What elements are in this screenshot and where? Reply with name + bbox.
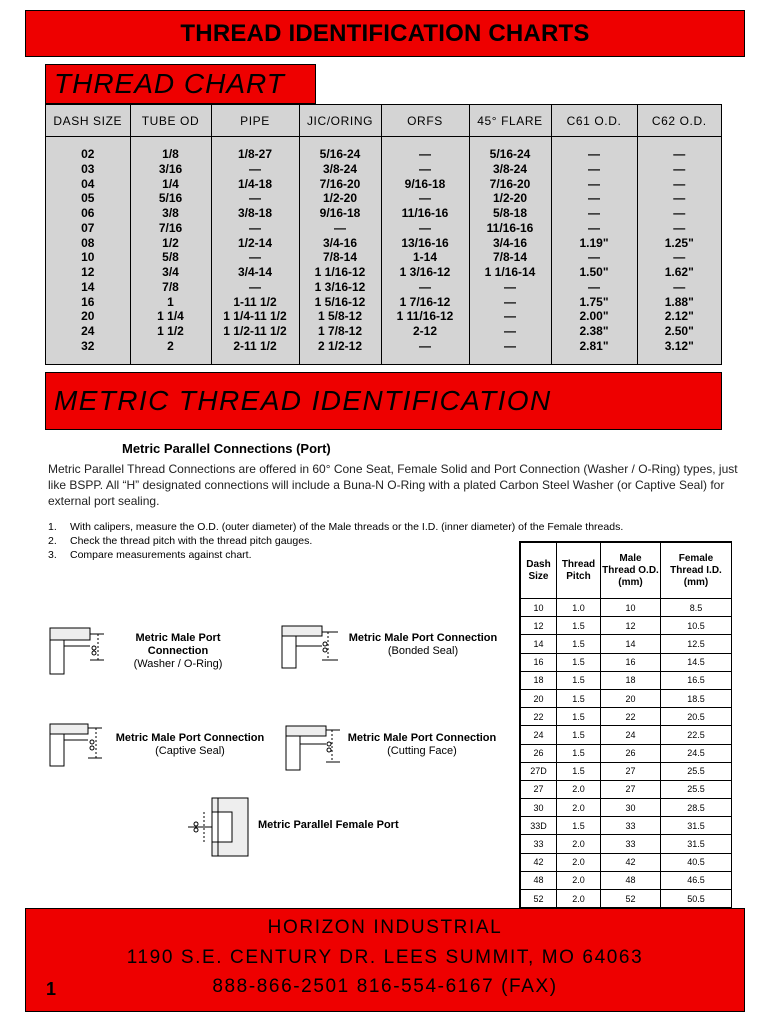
- table-cell: 05: [46, 191, 130, 206]
- table-cell: —: [381, 339, 469, 354]
- table-cell: 08: [46, 236, 130, 251]
- table-cell: 18: [601, 671, 661, 689]
- page-number: 1: [46, 979, 57, 999]
- table-cell: 3/8-24: [469, 162, 551, 177]
- column-header: DASH SIZE: [46, 105, 130, 137]
- table-cell: 9/16-18: [299, 206, 381, 221]
- table-cell: —: [673, 250, 686, 265]
- table-cell: —: [469, 339, 551, 354]
- column-header: Dash Size: [521, 543, 557, 599]
- bonded-seal-port-drawing: [280, 622, 342, 672]
- metric-section-heading: Metric Parallel Connections (Port): [122, 441, 331, 456]
- table-cell: 25.5: [661, 780, 732, 798]
- table-cell: 48: [601, 871, 661, 889]
- connection-subtitle: (Washer / O-Ring): [133, 658, 223, 670]
- table-cell: 7/16-20: [299, 177, 381, 192]
- column-header: ORFS: [381, 105, 469, 137]
- table-cell: 16.5: [661, 671, 732, 689]
- table-cell: —: [551, 191, 637, 206]
- table-cell: 1 1/16-14: [469, 265, 551, 280]
- table-cell: 12: [46, 265, 130, 280]
- table-row: [521, 744, 732, 762]
- table-cell: 1.5: [557, 762, 601, 780]
- table-cell: 1 11/16-12: [381, 309, 469, 324]
- connection-name: Metric Male Port Connection: [115, 732, 265, 744]
- table-cell: 1-14: [381, 250, 469, 265]
- step-text: Compare measurements against chart.: [70, 549, 252, 561]
- table-cell: 24: [521, 726, 557, 744]
- table-cell: 1 5/8-12: [299, 309, 381, 324]
- table-cell: 1 1/2: [130, 324, 211, 339]
- table-cell: 10: [46, 250, 130, 265]
- table-row: [46, 280, 721, 295]
- table-cell: 3/8-24: [299, 162, 381, 177]
- table-cell: 03: [46, 162, 130, 177]
- table-cell: 2.81": [551, 339, 637, 354]
- table-cell: 2.0: [557, 799, 601, 817]
- column-header: Male Thread O.D. (mm): [601, 543, 661, 599]
- column-header: 45° FLARE: [469, 105, 551, 137]
- thread-chart-title: THREAD CHART: [54, 68, 285, 99]
- table-cell: 3/4-16: [299, 236, 381, 251]
- column-header: JIC/ORING: [299, 105, 381, 137]
- metric-dimension-table: [519, 541, 732, 909]
- company-footer: [25, 908, 745, 1012]
- step-text: Check the thread pitch with the thread pitch gauges.: [70, 535, 313, 547]
- table-cell: —: [381, 191, 469, 206]
- table-cell: 1/4-18: [211, 177, 299, 192]
- table-cell: —: [551, 280, 637, 295]
- connection-label: [344, 632, 502, 658]
- table-row: [46, 206, 721, 221]
- table-cell: —: [299, 221, 381, 236]
- table-cell: 7/16-20: [469, 177, 551, 192]
- table-cell: 20: [521, 689, 557, 707]
- table-row: [46, 295, 721, 310]
- table-cell: —: [673, 161, 686, 176]
- table-cell: 8.5: [661, 599, 732, 617]
- table-cell: 14.5: [661, 653, 732, 671]
- metric-banner-title: METRIC THREAD IDENTIFICATION: [54, 385, 552, 416]
- company-address: 1190 S.E. CENTURY DR. LEES SUMMIT, MO 64063: [126, 947, 644, 968]
- table-cell: 3/4-14: [211, 265, 299, 280]
- table-cell: 30: [601, 799, 661, 817]
- table-cell: 06: [46, 206, 130, 221]
- table-cell: 1.5: [557, 726, 601, 744]
- company-name: HORIZON INDUSTRIAL: [267, 917, 503, 938]
- step-number: 1.: [48, 521, 57, 533]
- column-header: Thread Pitch: [557, 543, 601, 599]
- table-cell: —: [673, 147, 686, 161]
- table-cell: 1-11 1/2: [211, 295, 299, 310]
- connection-name: Metric Male Port Connection: [347, 732, 497, 744]
- table-cell: —: [673, 206, 686, 220]
- step-text: With calipers, measure the O.D. (outer diameter) of the Male threads or the I.D. (inner diameter) of the Female threads.: [70, 521, 624, 533]
- table-cell: 2.0: [557, 780, 601, 798]
- table-cell: 33: [521, 835, 557, 853]
- table-cell: —: [551, 177, 637, 192]
- table-cell: 20: [46, 309, 130, 324]
- table-cell: 32: [46, 339, 130, 354]
- table-cell: 24: [46, 324, 130, 339]
- table-cell: 10: [601, 599, 661, 617]
- table-cell: 2.0: [557, 890, 601, 908]
- table-cell: 1 3/16-12: [381, 265, 469, 280]
- table-row: [46, 191, 721, 206]
- table-cell: 1 1/4-11 1/2: [211, 309, 299, 324]
- table-cell: 1 7/16-12: [381, 295, 469, 310]
- table-cell: 27: [521, 780, 557, 798]
- table-row: [46, 236, 721, 251]
- table-cell: 1.5: [557, 708, 601, 726]
- thread-chart-table: [45, 104, 722, 365]
- column-header: Female Thread I.D. (mm): [661, 543, 732, 599]
- page-title: THREAD IDENTIFICATION CHARTS: [180, 19, 590, 47]
- table-cell: 5/8-18: [469, 206, 551, 221]
- metric-table-header-row: [521, 543, 732, 599]
- table-cell: 1 5/16-12: [299, 295, 381, 310]
- captive-seal-port-drawing: [46, 718, 108, 770]
- table-cell: 02: [46, 147, 130, 162]
- table-cell: —: [673, 176, 686, 191]
- table-cell: 1 1/16-12: [299, 265, 381, 280]
- table-cell: —: [551, 147, 637, 162]
- table-row: [521, 635, 732, 653]
- table-cell: —: [381, 280, 469, 295]
- table-cell: 2-11 1/2: [211, 339, 299, 354]
- table-cell: 1.75": [551, 295, 637, 310]
- table-cell: 1 3/16-12: [299, 280, 381, 295]
- table-cell: 24: [601, 726, 661, 744]
- column-header: C62 O.D.: [637, 105, 721, 137]
- table-cell: 20: [601, 689, 661, 707]
- table-row: [46, 162, 721, 177]
- company-phones: 888-866-2501 816-554-6167 (FAX): [212, 976, 558, 997]
- table-cell: —: [381, 221, 469, 236]
- table-cell: 27D: [521, 762, 557, 780]
- table-row: [46, 309, 721, 324]
- table-cell: 1.5: [557, 635, 601, 653]
- table-cell: —: [551, 162, 637, 177]
- top-title-banner: [25, 10, 745, 57]
- table-cell: —: [211, 221, 299, 236]
- table-cell: 31.5: [661, 817, 732, 835]
- table-cell: 2: [130, 339, 211, 354]
- connection-name: Metric Male Port Connection: [135, 632, 221, 657]
- table-cell: 1.5: [557, 671, 601, 689]
- table-cell: 3/8-18: [211, 206, 299, 221]
- table-row: [521, 689, 732, 707]
- table-cell: 1.50": [551, 265, 637, 280]
- table-cell: 9/16-18: [381, 177, 469, 192]
- table-row: [521, 817, 732, 835]
- table-row: [521, 835, 732, 853]
- table-cell: 26: [601, 744, 661, 762]
- table-row: [521, 599, 732, 617]
- table-cell: 5/8: [130, 250, 211, 265]
- metric-thread-banner: [45, 372, 722, 430]
- table-cell: 1 1/4: [130, 309, 211, 324]
- table-cell: 13/16-16: [381, 236, 469, 251]
- table-row: [46, 265, 721, 280]
- table-cell: 2.38": [551, 324, 637, 339]
- table-row: [521, 671, 732, 689]
- table-cell: 3/16: [130, 162, 211, 177]
- table-cell: 7/8: [130, 280, 211, 295]
- table-cell: —: [469, 280, 551, 295]
- table-cell: 30: [521, 799, 557, 817]
- table-cell: 26: [521, 744, 557, 762]
- table-cell: 52: [601, 890, 661, 908]
- table-cell: —: [211, 280, 299, 295]
- table-cell: 2 1/2-12: [299, 339, 381, 354]
- connection-subtitle: (Captive Seal): [155, 745, 225, 757]
- table-cell: —: [469, 309, 551, 324]
- table-cell: 46.5: [661, 871, 732, 889]
- table-cell: —: [381, 147, 469, 162]
- table-cell: —: [673, 279, 686, 294]
- table-row: [521, 780, 732, 798]
- table-row: [521, 799, 732, 817]
- table-cell: 11/16-16: [469, 221, 551, 236]
- connection-label: [346, 732, 498, 758]
- table-cell: 22.5: [661, 726, 732, 744]
- table-cell: 33: [601, 817, 661, 835]
- table-row: [46, 177, 721, 192]
- table-cell: 1: [130, 295, 211, 310]
- table-cell: —: [211, 250, 299, 265]
- table-cell: 20.5: [661, 708, 732, 726]
- table-cell: 22: [601, 708, 661, 726]
- table-row: [521, 762, 732, 780]
- table-cell: 1.5: [557, 653, 601, 671]
- table-row: [521, 853, 732, 871]
- table-cell: —: [551, 206, 637, 221]
- table-cell: 04: [46, 177, 130, 192]
- table-cell: 31.5: [661, 835, 732, 853]
- connection-label: [110, 732, 270, 758]
- table-cell: 16: [601, 653, 661, 671]
- table-row: [46, 221, 721, 236]
- table-row: [46, 324, 721, 339]
- table-row: [521, 708, 732, 726]
- table-cell: 12: [521, 617, 557, 635]
- table-cell: 3.12": [664, 338, 694, 353]
- connection-label: [112, 632, 244, 671]
- table-cell: 33D: [521, 817, 557, 835]
- table-cell: 52: [521, 890, 557, 908]
- connection-name: Metric Parallel Female Port: [258, 819, 399, 831]
- connection-label: [258, 819, 410, 832]
- column-header: TUBE OD: [130, 105, 211, 137]
- table-cell: 18: [521, 671, 557, 689]
- step-number: 2.: [48, 535, 57, 547]
- table-cell: 22: [521, 708, 557, 726]
- table-cell: 1.0: [557, 599, 601, 617]
- table-cell: 14: [601, 635, 661, 653]
- table-cell: 16: [46, 295, 130, 310]
- table-cell: 7/8-14: [299, 250, 381, 265]
- table-cell: 1/2-14: [211, 236, 299, 251]
- connection-subtitle: (Bonded Seal): [387, 645, 459, 657]
- table-cell: 1/2-20: [469, 191, 551, 206]
- table-cell: 25.5: [661, 762, 732, 780]
- table-cell: —: [551, 221, 637, 236]
- table-cell: —: [469, 324, 551, 339]
- table-cell: 1 1/2-11 1/2: [211, 324, 299, 339]
- table-row: [46, 147, 721, 162]
- washer-oring-port-drawing: [44, 620, 110, 678]
- table-cell: 3/4-16: [469, 236, 551, 251]
- column-header: PIPE: [211, 105, 299, 137]
- table-cell: —: [469, 295, 551, 310]
- thread-chart-title-tab: [45, 64, 316, 104]
- table-cell: 2.00": [551, 309, 637, 324]
- table-cell: 5/16-24: [299, 147, 381, 162]
- table-cell: 3/4: [130, 265, 211, 280]
- table-cell: 2-12: [381, 324, 469, 339]
- table-cell: 18.5: [661, 689, 732, 707]
- table-cell: 1.5: [557, 744, 601, 762]
- table-cell: 10: [521, 599, 557, 617]
- table-cell: 1.88": [664, 294, 694, 309]
- table-cell: 14: [46, 280, 130, 295]
- table-cell: 1 7/8-12: [299, 324, 381, 339]
- table-row: [521, 653, 732, 671]
- table-cell: 1/2-20: [299, 191, 381, 206]
- table-cell: 1.5: [557, 617, 601, 635]
- table-cell: 1.62": [664, 265, 694, 279]
- table-cell: 14: [521, 635, 557, 653]
- table-cell: 5/16-24: [469, 147, 551, 162]
- table-cell: 27: [601, 762, 661, 780]
- table-row: [521, 890, 732, 908]
- metric-description: Metric Parallel Thread Connections are offered in 60° Cone Seat, Female Solid and Port Connection (Washer / O-Ring) types, just like BSPP. All “H” designated connections will include a Buna-N O-Ring with a plated Carbon Steel Washer (or Captive Seal) for external port sealing.: [48, 462, 738, 508]
- table-cell: 07: [46, 221, 130, 236]
- table-cell: 27: [601, 780, 661, 798]
- table-cell: —: [381, 162, 469, 177]
- table-cell: 1.5: [557, 689, 601, 707]
- connection-name: Metric Male Port Connection: [348, 632, 498, 644]
- table-cell: 10.5: [661, 617, 732, 635]
- table-cell: 12: [601, 617, 661, 635]
- table-row: [46, 339, 721, 354]
- table-cell: 28.5: [661, 799, 732, 817]
- table-cell: 11/16-16: [381, 206, 469, 221]
- table-cell: 1.19": [551, 236, 637, 251]
- table-cell: 1.25": [664, 235, 694, 250]
- table-cell: —: [211, 162, 299, 177]
- table-cell: 7/8-14: [469, 250, 551, 265]
- table-cell: 5/16: [130, 191, 211, 206]
- table-cell: 1.5: [557, 817, 601, 835]
- step-number: 3.: [48, 549, 57, 561]
- table-cell: 2.12": [664, 309, 694, 324]
- table-cell: 1/8-27: [211, 147, 299, 162]
- table-cell: 12.5: [661, 635, 732, 653]
- table-cell: 1/2: [130, 236, 211, 251]
- table-cell: 40.5: [661, 853, 732, 871]
- table-cell: 33: [601, 835, 661, 853]
- table-cell: —: [673, 191, 686, 206]
- table-cell: 1/8: [130, 147, 211, 162]
- table-cell: 1/4: [130, 177, 211, 192]
- table-cell: 2.50": [664, 324, 694, 338]
- table-cell: 3/8: [130, 206, 211, 221]
- column-header: C61 O.D.: [551, 105, 637, 137]
- table-cell: 48: [521, 871, 557, 889]
- step-item: [48, 520, 708, 534]
- table-row: [521, 871, 732, 889]
- table-cell: 24.5: [661, 744, 732, 762]
- connection-subtitle: (Cutting Face): [387, 745, 457, 757]
- table-cell: 7/16: [130, 221, 211, 236]
- table-row: [46, 250, 721, 265]
- table-cell: 50.5: [661, 890, 732, 908]
- table-row: [521, 726, 732, 744]
- table-cell: —: [211, 191, 299, 206]
- table-cell: 2.0: [557, 871, 601, 889]
- table-cell: —: [551, 250, 637, 265]
- table-cell: 16: [521, 653, 557, 671]
- table-cell: 42: [521, 853, 557, 871]
- table-cell: —: [673, 220, 686, 235]
- table-cell: 42: [601, 853, 661, 871]
- table-cell: 2.0: [557, 853, 601, 871]
- cutting-face-port-drawing: [284, 722, 344, 776]
- table-row: [521, 617, 732, 635]
- female-port-drawing: [184, 794, 254, 860]
- thread-chart-header-row: [46, 105, 721, 137]
- table-cell: 2.0: [557, 835, 601, 853]
